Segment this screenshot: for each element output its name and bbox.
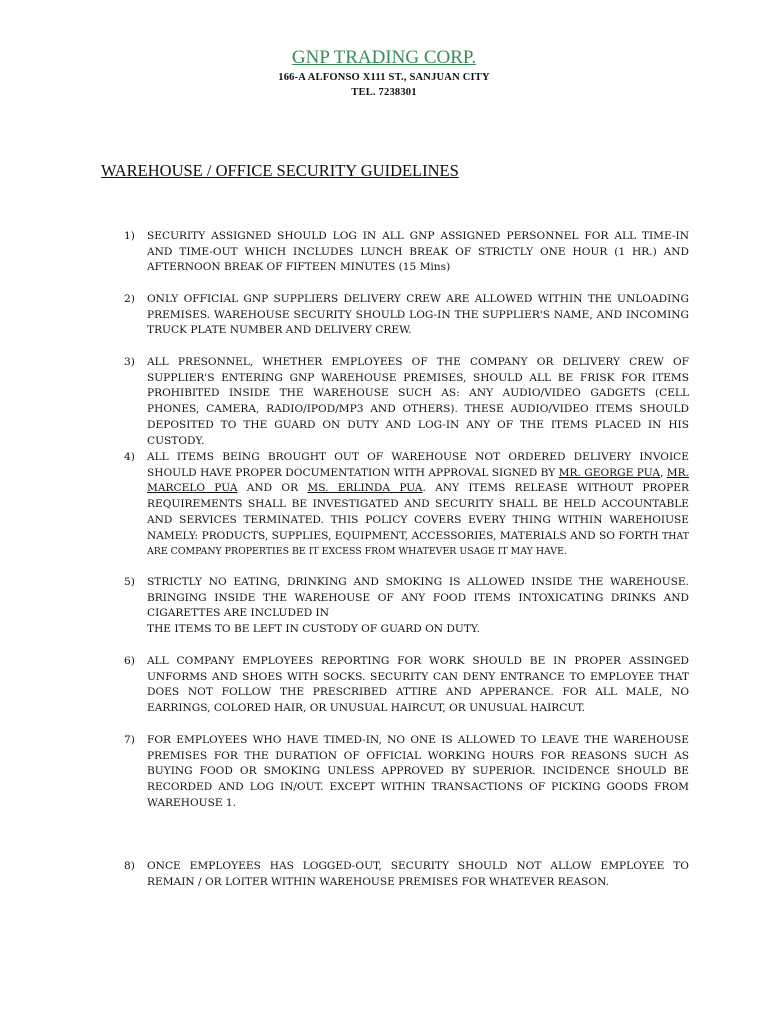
guideline-text-part: THAT ARE COMPANY PROPERTIES BE IT EXCESS FROM WHATEVER USAGE IT MAY HAVE. xyxy=(147,530,689,558)
guideline-text: SECURITY ASSIGNED SHOULD LOG IN ALL GNP ASSIGNED PERSONNEL FOR ALL TIME-IN AND TIME-OUT WHICH INCLUDES LUNCH BREAK OF STRICTLY ONE HOUR (1 HR.) AND AFTERNOON BREAK OF FIFTEEN MINUTES (15 Mins) xyxy=(147,230,689,274)
guideline-text-part: STRICTLY NO EATING, DRINKING AND SMOKING IS ALLOWED INSIDE THE WAREHOUSE. BRINGING INSIDE THE WAREHOUSE OF ANY FOOD ITEMS INTOXICATING DRINKS AND CIGARETTES ARE INCLUDED IN xyxy=(147,576,689,620)
approver-name-marcelo-pua: MR. MARCELO PUA xyxy=(147,466,689,495)
company-name: GNP TRADING CORP. xyxy=(291,47,477,68)
guideline-number: 3) xyxy=(124,356,135,368)
guideline-number: 1) xyxy=(124,230,135,242)
guideline-number: 5) xyxy=(124,576,135,588)
guideline-text: ONCE EMPLOYEES HAS LOGGED-OUT, SECURITY SHOULD NOT ALLOW EMPLOYEE TO REMAIN / OR LOITER WITHIN WAREHOUSE PREMISES FOR WHATEVER REASON. xyxy=(147,860,689,888)
guideline-text: ONLY OFFICIAL GNP SUPPLIERS DELIVERY CREW ARE ALLOWED WITHIN THE UNLOADING PREMISES. WAREHOUSE SECURITY SHOULD LOG-IN THE SUPPLIER'S NAME, AND INCOMING TRUCK PLATE NUMBER AND DELIVERY CREW. xyxy=(147,293,689,337)
guideline-text xyxy=(147,575,689,638)
guideline-item-1 xyxy=(124,229,689,276)
guideline-item-6 xyxy=(124,654,689,717)
approver-name-george-pua: MR. GEORGE PUA xyxy=(558,466,660,479)
guideline-text: FOR EMPLOYEES WHO HAVE TIMED-IN, NO ONE IS ALLOWED TO LEAVE THE WAREHOUSE PREMISES FOR THE DURATION OF OFFICIAL WORKING HOURS FOR REASONS SUCH AS BUYING FOOD OR SMOKING UNLESS APPROVED BY SUPERIOR. INCIDENCE SHOULD BE RECORDED AND LOG IN/OUT. EXCEPT WITHIN TRANSACTIONS OF PICKING GOODS FROM WAREHOUSE 1. xyxy=(147,734,689,809)
guideline-text-part: THE ITEMS TO BE LEFT IN CUSTODY OF GUARD ON DUTY. xyxy=(147,623,480,636)
document-title: WAREHOUSE / OFFICE SECURITY GUIDELINES xyxy=(101,161,459,180)
guideline-item-2 xyxy=(124,292,689,339)
guideline-text xyxy=(147,450,689,560)
guideline-text-part: . ANY ITEMS RELEASE WITHOUT PROPER REQUIREMENTS SHALL BE INVESTIGATED AND SECURITY SHALL BE HELD ACCOUNTABLE AND SERVICES TERMINATED. THIS POLICY COVERS EVERY THING WITHIN WAREHOIUSE NAMELY: PRODUCTS, SUPPLIES, EQUIPMENT, ACCESSORIES, MATERIALS AND SO FORTH xyxy=(147,482,689,542)
guideline-text: ALL PRESONNEL, WHETHER EMPLOYEES OF THE COMPANY OR DELIVERY CREW OF SUPPLIER'S ENTERING GNP WAREHOUSE PREMISES, SHOULD ALL BE FRISK FOR ITEMS PROHIBITED INSIDE THE WAREHOUSE SUCH AS: ANY AUDIO/VIDEO GADGETS (CELL PHONES, CAMERA, RADIO/IPOD/MP3 AND OTHERS). THESE AUDIO/VIDEO ITEMS SHOULD DEPOSITED TO THE GUARD ON DUTY AND LOG-IN ANY OF THE ITEMS PLACED IN HIS CUSTODY. xyxy=(147,356,689,447)
company-address: 166-A ALFONSO X111 ST., SANJUAN CITY xyxy=(278,72,490,83)
guideline-number: 6) xyxy=(124,655,135,667)
approver-name-erlinda-pua: MS. ERLINDA PUA xyxy=(307,482,423,495)
separator: , xyxy=(659,466,667,479)
guideline-item-7 xyxy=(124,733,689,812)
company-telephone: TEL. 7238301 xyxy=(351,87,417,98)
guideline-number: 8) xyxy=(124,860,135,872)
guideline-item-8 xyxy=(124,859,689,890)
guideline-number: 2) xyxy=(124,293,135,305)
guideline-item-3 xyxy=(124,355,689,449)
letterhead xyxy=(0,46,768,100)
separator: AND OR xyxy=(237,482,308,495)
guideline-text-part: ALL ITEMS BEING BROUGHT OUT OF WAREHOUSE NOT ORDERED DELIVERY INVOICE SHOULD HAVE PROPER DOCUMENTATION WITH APPROVAL SIGNED BY xyxy=(147,451,689,479)
guideline-number: 7) xyxy=(124,734,135,746)
guideline-item-4 xyxy=(124,450,689,560)
guideline-text: ALL COMPANY EMPLOYEES REPORTING FOR WORK SHOULD BE IN PROPER ASSINGED UNFORMS AND SHOES WITH SOCKS. SECURITY CAN DENY ENTRANCE TO EMPLOYEE THAT DOES NOT FOLLOW THE PRESCRIBED ATTIRE AND APPERANCE. FOR ALL MALE, NO EARRINGS, COLORED HAIR, OR UNUSUAL HAIRCUT, OR UNUSUAL HAIRCUT. xyxy=(147,655,689,715)
guideline-item-5 xyxy=(124,575,689,638)
guideline-number: 4) xyxy=(124,451,135,463)
